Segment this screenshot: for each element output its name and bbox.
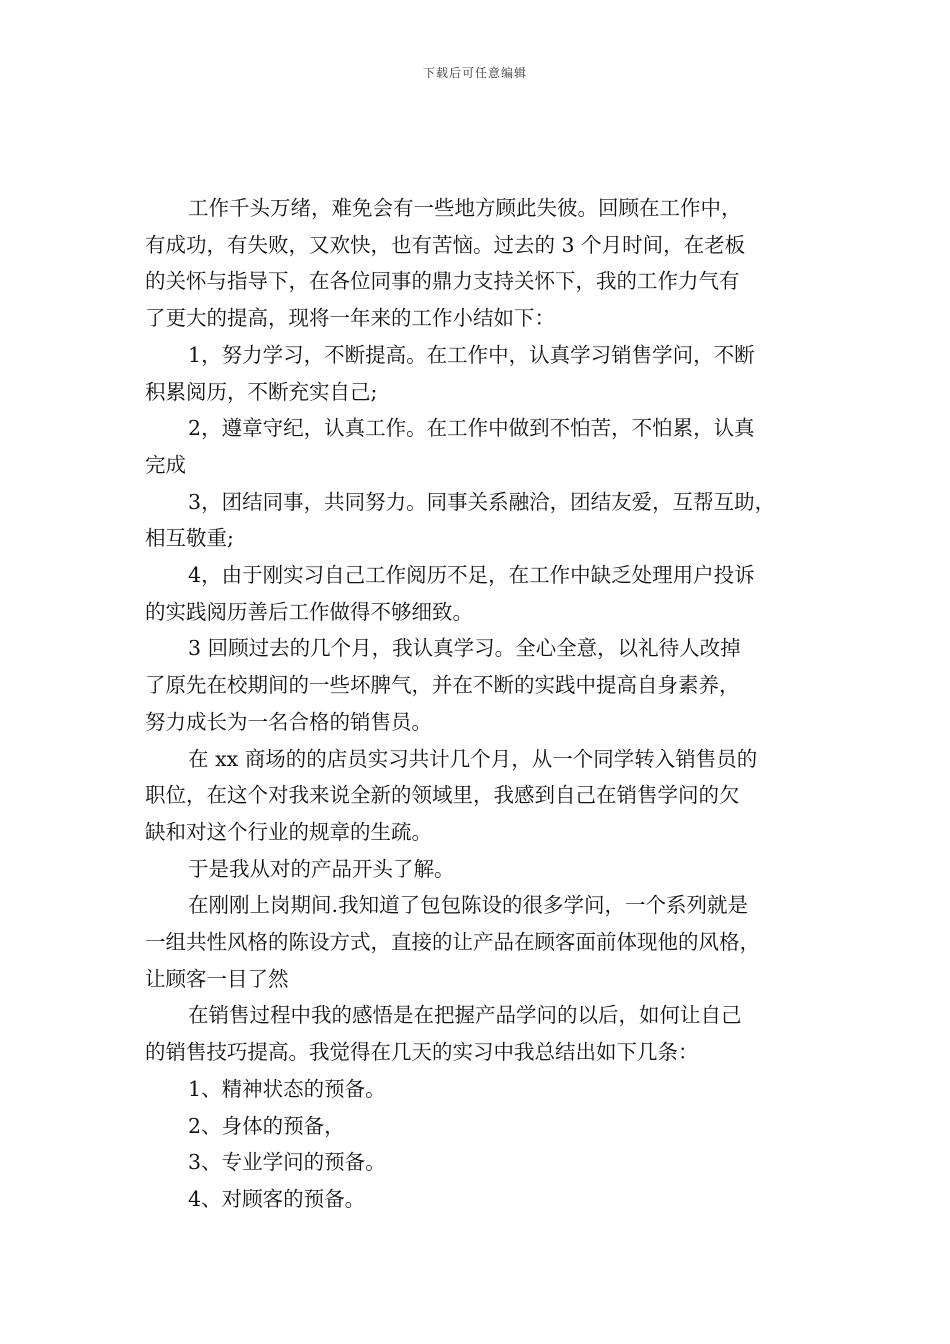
text-line: 3、专业学问的预备。 bbox=[188, 1150, 386, 1175]
text-line: 4，由于刚实习自己工作阅历不足，在工作中缺乏处理用户投诉 bbox=[188, 563, 755, 588]
text-line: 的实践阅历善后工作做得不够细致。 bbox=[145, 599, 473, 624]
text-line: 让顾客一目了然 bbox=[145, 966, 289, 991]
text-line: 的关怀与指导下，在各位同事的鼎力支持关怀下，我的工作力气有 bbox=[145, 269, 740, 294]
text-line: 工作千头万绪，难免会有一些地方顾此失彼。回顾在工作中， bbox=[188, 196, 742, 220]
text-line: 缺和对这个行业的规章的生疏。 bbox=[145, 819, 432, 844]
text-line: 完成 bbox=[145, 452, 186, 477]
text-line: 2、身体的预备， bbox=[188, 1113, 345, 1138]
text-line: 的销售技巧提高。我觉得在几天的实习中我总结出如下几条： bbox=[145, 1040, 699, 1065]
text-line: 1、精神状态的预备。 bbox=[188, 1076, 386, 1101]
text-line: 在 xx 商场的的店员实习共计几个月，从一个同学转入销售员的 bbox=[188, 746, 758, 771]
page-header: 下载后可任意编辑 bbox=[422, 66, 527, 80]
text-line: 3 回顾过去的几个月，我认真学习。全心全意，以礼待人改掉 bbox=[188, 636, 741, 661]
text-line: 有成功，有失败，又欢快，也有苦恼。过去的 3 个月时间，在老板 bbox=[145, 232, 746, 257]
text-line: 4、对顾客的预备。 bbox=[188, 1186, 366, 1211]
text-line: 一组共性风格的陈设方式，直接的让产品在顾客面前体现他的风格， bbox=[145, 930, 760, 955]
text-line: 3，团结同事，共同努力。同事关系融洽，团结友爱，互帮互助， bbox=[188, 489, 776, 514]
text-line: 相互敬重; bbox=[145, 526, 234, 551]
text-line: 职位，在这个对我来说全新的领域里，我感到自己在销售学问的欠 bbox=[145, 783, 740, 808]
text-line: 积累阅历，不断充实自己; bbox=[145, 379, 378, 404]
text-line: 努力成长为一名合格的销售员。 bbox=[145, 709, 432, 734]
text-line: 在销售过程中我的感悟是在把握产品学问的以后，如何让自己 bbox=[188, 1003, 742, 1028]
document-body bbox=[145, 190, 825, 1218]
text-line: 于是我从对的产品开头了解。 bbox=[188, 856, 455, 881]
text-line: 1，努力学习，不断提高。在工作中，认真学习销售学问，不断 bbox=[188, 342, 755, 367]
text-line: 了原先在校期间的一些坏脾气，并在不断的实践中提高自身素养， bbox=[145, 673, 740, 698]
text-line: 了更大的提高，现将一年来的工作小结如下： bbox=[145, 306, 555, 331]
text-line: 在刚刚上岗期间.我知道了包包陈设的很多学问，一个系列就是 bbox=[188, 893, 749, 918]
text-line: 2，遵章守纪，认真工作。在工作中做到不怕苦，不怕累，认真 bbox=[188, 416, 755, 441]
